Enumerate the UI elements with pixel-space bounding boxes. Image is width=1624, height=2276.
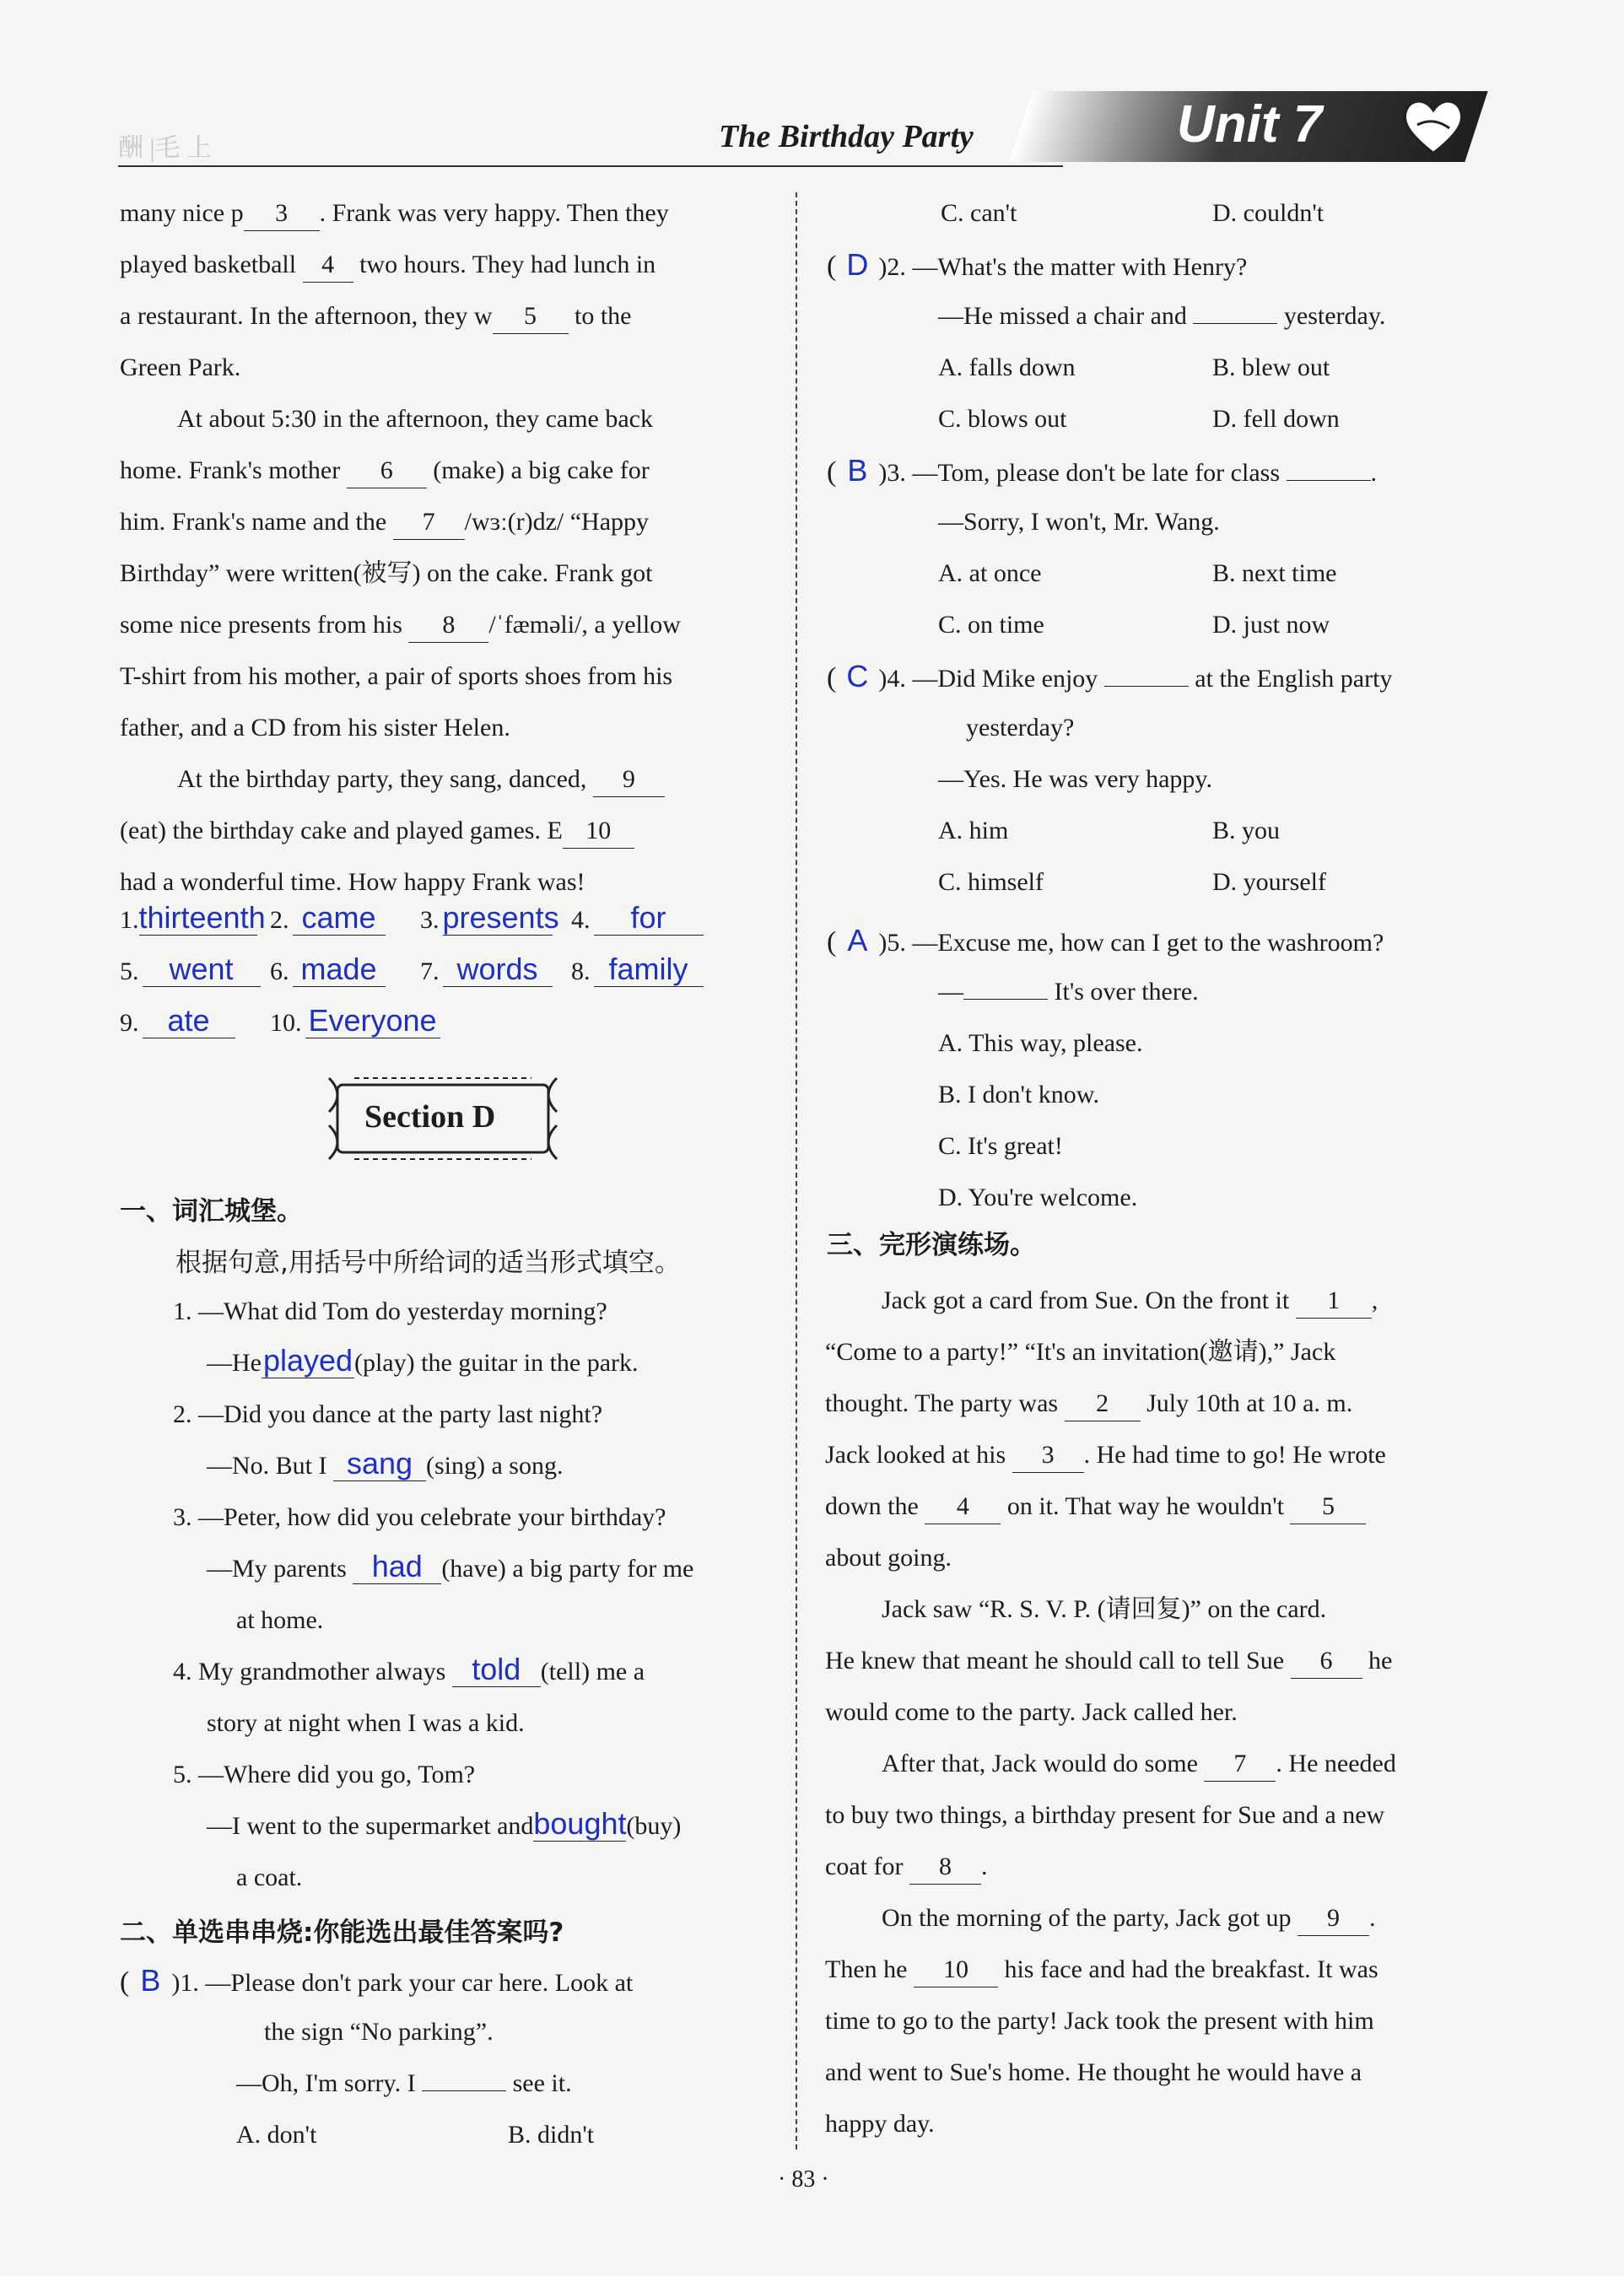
mc-q2-optB: B. blew out: [1212, 353, 1330, 381]
mc-q3-optC: C. on time: [938, 611, 1044, 639]
answer-8: 8. family: [571, 952, 704, 987]
mc-q4-line3: —Yes. He was very happy.: [938, 765, 1212, 793]
mc-q3: ( B )3. —Tom, please don't be late for class .: [827, 453, 1377, 488]
blank-9: 9: [593, 763, 665, 797]
page-number: · 83 ·: [778, 2166, 829, 2192]
vocab-q3: 3. —Peter, how did you celebrate your birthday?: [173, 1503, 666, 1531]
cloze-line: He knew that meant he should call to tell Sue 6 he: [825, 1635, 1392, 1686]
passage-line: father, and a CD from his sister Helen.: [120, 714, 510, 742]
vocab-a2: —No. But I sang (sing) a song.: [207, 1446, 564, 1480]
cloze-line: Jack got a card from Sue. On the front it 1 ,: [882, 1275, 1378, 1326]
mc-q3-optD: D. just now: [1212, 611, 1330, 639]
passage-line: had a wonderful time. How happy Frank was!: [120, 868, 585, 896]
blank-6: 6: [347, 454, 427, 488]
passage-line: (eat) the birthday cake and played games. E 10: [120, 805, 634, 856]
vocab-a5-extra: a coat.: [236, 1863, 303, 1891]
passage-line: Birthday” were written(被写) on the cake. Frank got: [120, 559, 653, 587]
column-divider: [796, 192, 797, 2149]
mc-q5-optA: A. This way, please.: [938, 1029, 1143, 1057]
cloze-line: Jack saw “R. S. V. P. (请回复)” on the card.: [882, 1595, 1327, 1623]
answer-1: 1.thirteenth: [120, 900, 266, 935]
mc-q1-line2: the sign “No parking”.: [264, 2018, 494, 2046]
vocab-a5: —I went to the supermarket andbought(buy): [207, 1806, 682, 1841]
mc-q4-line2: yesterday?: [966, 714, 1075, 742]
header-title: The Birthday Party: [719, 119, 974, 154]
answer-3: 3. presents: [420, 900, 559, 935]
mc-q4-optB: B. you: [1212, 817, 1281, 844]
vocab-q4-extra: story at night when I was a kid.: [207, 1709, 525, 1737]
cloze-line: After that, Jack would do some 7 . He needed: [882, 1738, 1396, 1789]
passage-line: home. Frank's mother 6 (make) a big cake for: [120, 445, 650, 496]
mc-q5-line2: — It's over there.: [938, 978, 1199, 1006]
mc-q1-optA: A. don't: [236, 2121, 317, 2149]
passage-line: At the birthday party, they sang, danced, 9: [177, 753, 665, 805]
blank-5: 5: [493, 299, 569, 334]
mc-q2-optC: C. blows out: [938, 405, 1067, 433]
blank-7: 7: [393, 505, 465, 540]
header-faint-text: 酬 |毛 上: [118, 134, 213, 162]
cloze-line: “Come to a party!” “It's an invitation(邀请),” Jack: [825, 1338, 1336, 1366]
mc-q3-line2: —Sorry, I won't, Mr. Wang.: [938, 508, 1220, 536]
mc-q2-optA: A. falls down: [938, 353, 1076, 381]
unit-label: Unit 7: [1177, 95, 1323, 154]
mc-q5-optD: D. You're welcome.: [938, 1184, 1138, 1211]
cloze-line: would come to the party. Jack called her.: [825, 1698, 1238, 1726]
blank-3: 3: [244, 197, 320, 231]
mc-q4: ( C )4. —Did Mike enjoy at the English party: [827, 659, 1393, 693]
part3-title: 三、完形演练场。: [827, 1230, 1036, 1260]
mc-q2: ( D )2. —What's the matter with Henry?: [827, 247, 1248, 282]
cloze-line: about going.: [825, 1544, 952, 1572]
mc-q5-optC: C. It's great!: [938, 1132, 1063, 1160]
passage-line: Green Park.: [120, 353, 241, 381]
vocab-q1: 1. —What did Tom do yesterday morning?: [173, 1297, 607, 1325]
mc-q1: ( B )1. —Please don't park your car here. Look at: [120, 1963, 634, 1998]
vocab-a3-extra: at home.: [236, 1606, 324, 1634]
cloze-line: and went to Sue's home. He thought he would have a: [825, 2058, 1362, 2086]
answer-2: 2. came: [270, 901, 386, 936]
mc-q2-optD: D. fell down: [1212, 405, 1340, 433]
heart-logo-icon: [1399, 91, 1468, 159]
mc-q1-optB: B. didn't: [508, 2121, 595, 2149]
passage-line: him. Frank's name and the 7 /wɜː(r)dz/ “Happy: [120, 496, 649, 547]
mc-q3-optA: A. at once: [938, 559, 1042, 587]
passage-line: T-shirt from his mother, a pair of sports shoes from his: [120, 662, 673, 690]
part1-title: 一、词汇城堡。: [120, 1196, 303, 1227]
answer-4: 4. for: [571, 901, 704, 936]
cloze-line: Jack looked at his 3 . He had time to go! He wrote: [825, 1429, 1386, 1480]
cloze-line: thought. The party was 2 July 10th at 10 a. m.: [825, 1378, 1352, 1429]
answer-6: 6. made: [270, 952, 386, 987]
section-title: Section D: [364, 1099, 496, 1135]
blank-8: 8: [408, 608, 488, 643]
cloze-line: On the morning of the party, Jack got up 9 .: [882, 1892, 1375, 1944]
vocab-q4: 4. My grandmother always told (tell) me a: [173, 1652, 645, 1686]
mc-q4-optA: A. him: [938, 817, 1009, 844]
passage-line: some nice presents from his 8 /ˈfæməli/, a yellow: [120, 599, 681, 650]
passage-line: played basketball 4 two hours. They had lunch in: [120, 239, 656, 290]
passage-line: At about 5:30 in the afternoon, they came back: [177, 405, 653, 433]
mc-q1-reply: —Oh, I'm sorry. I see it.: [236, 2069, 572, 2097]
vocab-q5: 5. —Where did you go, Tom?: [173, 1761, 476, 1788]
mc-q4-optD: D. yourself: [1212, 868, 1326, 896]
answer-9: 9. ate: [120, 1004, 235, 1038]
vocab-a1: —Heplayed(play) the guitar in the park.: [207, 1343, 639, 1378]
part1-instruction: 根据句意,用括号中所给词的适当形式填空。: [175, 1248, 681, 1278]
cloze-line: coat for 8 .: [825, 1841, 987, 1892]
mc-q5-optB: B. I don't know.: [938, 1081, 1099, 1108]
answer-5: 5. went: [120, 952, 261, 987]
vocab-a3: —My parents had (have) a big party for me: [207, 1549, 694, 1583]
mc-q3-optB: B. next time: [1212, 559, 1337, 587]
part2-title: 二、单选串串烧:你能选出最佳答案吗?: [120, 1917, 564, 1948]
header-rule: [118, 165, 1063, 167]
cloze-line: down the 4 on it. That way he wouldn't 5: [825, 1480, 1366, 1532]
answer-10: 10. Everyone: [270, 1004, 440, 1038]
mc-q1-optC: C. can't: [941, 199, 1017, 227]
passage-line: a restaurant. In the afternoon, they w 5 to the: [120, 290, 632, 342]
mc-q1-optD: D. couldn't: [1212, 199, 1325, 227]
cloze-line: Then he 10 his face and had the breakfast. It was: [825, 1944, 1379, 1995]
blank-4: 4: [303, 248, 353, 283]
cloze-line: happy day.: [825, 2110, 935, 2138]
cloze-line: time to go to the party! Jack took the present with him: [825, 2007, 1374, 2035]
vocab-q2: 2. —Did you dance at the party last night?: [173, 1400, 603, 1428]
answer-7: 7. words: [420, 952, 553, 987]
mc-q2-line2: —He missed a chair and yesterday.: [938, 302, 1386, 330]
mc-q4-optC: C. himself: [938, 868, 1044, 896]
blank-10: 10: [563, 814, 634, 849]
mc-q5: ( A )5. —Excuse me, how can I get to the washroom?: [827, 923, 1384, 957]
passage-line: many nice p 3 . Frank was very happy. Then they: [120, 187, 669, 239]
cloze-line: to buy two things, a birthday present for Sue and a new: [825, 1801, 1385, 1829]
